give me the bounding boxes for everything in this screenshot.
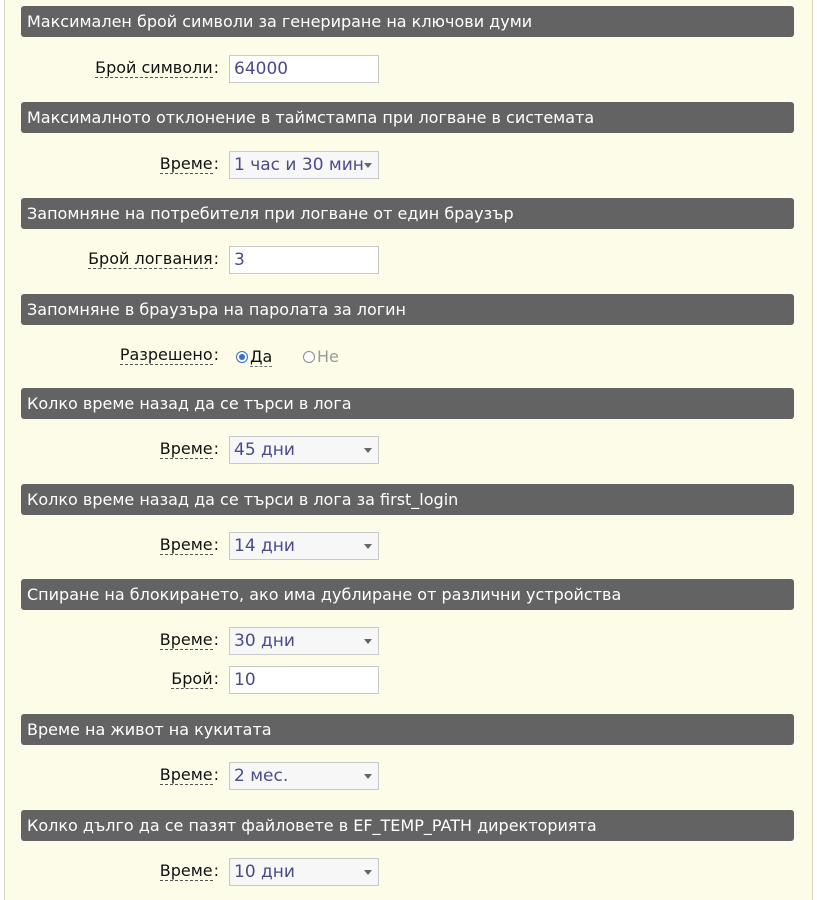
time-deviation-select[interactable]	[229, 151, 379, 179]
radio-unchecked-icon	[303, 351, 315, 363]
temp-files-time-select[interactable]	[229, 858, 379, 886]
chevron-down-icon	[364, 639, 372, 644]
select-value: 1 час и 30 мин	[234, 155, 364, 175]
label-cookie-time: Време:	[159, 765, 219, 784]
section-header-remember-password: Запомняне в браузъра на паролата за логин	[21, 294, 794, 325]
select-value: 2 мес.	[234, 766, 289, 786]
select-value: 45 дни	[234, 440, 295, 460]
section-header-timestamp-deviation: Максималното отклонение в таймстампа при логване в системата	[21, 102, 794, 133]
select-value: 10 дни	[234, 862, 295, 882]
radio-yes[interactable]: Да	[236, 345, 272, 369]
select-value: 30 дни	[234, 631, 295, 651]
label-char-count: Брой символи:	[95, 58, 219, 77]
chevron-down-icon	[364, 163, 372, 168]
label-first-login-time: Време:	[159, 535, 219, 554]
label-block-stop-time: Време:	[159, 630, 219, 649]
radio-no[interactable]: Не	[303, 345, 339, 369]
login-count-input[interactable]: 3	[229, 246, 379, 274]
section-header-keyword-chars: Максимален брой символи за генериране на ключови думи	[21, 6, 794, 37]
cookie-time-select[interactable]	[229, 762, 379, 790]
settings-panel	[4, 0, 813, 900]
select-value: 14 дни	[234, 536, 295, 556]
chevron-down-icon	[364, 774, 372, 779]
block-stop-count-input[interactable]: 10	[229, 666, 379, 694]
char-count-input[interactable]: 64000	[229, 55, 379, 83]
radio-checked-icon	[236, 351, 248, 363]
log-search-time-select[interactable]	[229, 436, 379, 464]
label-allowed: Разрешено:	[119, 345, 219, 364]
section-header-log-search-time: Колко време назад да се търси в лога	[21, 388, 794, 419]
section-header-cookie-lifetime: Време на живот на кукитата	[21, 714, 794, 745]
section-header-block-stop: Спиране на блокирането, ако има дублиране от различни устройства	[21, 579, 794, 610]
section-header-temp-files: Колко дълго да се пазят файловете в EF_TEMP_PATH директорията	[21, 810, 794, 841]
label-temp-files-time: Време:	[159, 861, 219, 880]
chevron-down-icon	[364, 870, 372, 875]
first-login-time-select[interactable]	[229, 532, 379, 560]
label-time-deviation: Време:	[159, 154, 219, 173]
block-stop-time-select[interactable]	[229, 627, 379, 655]
section-header-first-login-search-time: Колко време назад да се търси в лога за first_login	[21, 484, 794, 515]
chevron-down-icon	[364, 544, 372, 549]
label-log-search-time: Време:	[159, 439, 219, 458]
section-header-remember-user: Запомняне на потребителя при логване от един браузър	[21, 198, 794, 229]
chevron-down-icon	[364, 448, 372, 453]
label-login-count: Брой логвания:	[88, 249, 219, 268]
label-block-stop-count: Брой:	[171, 669, 219, 688]
